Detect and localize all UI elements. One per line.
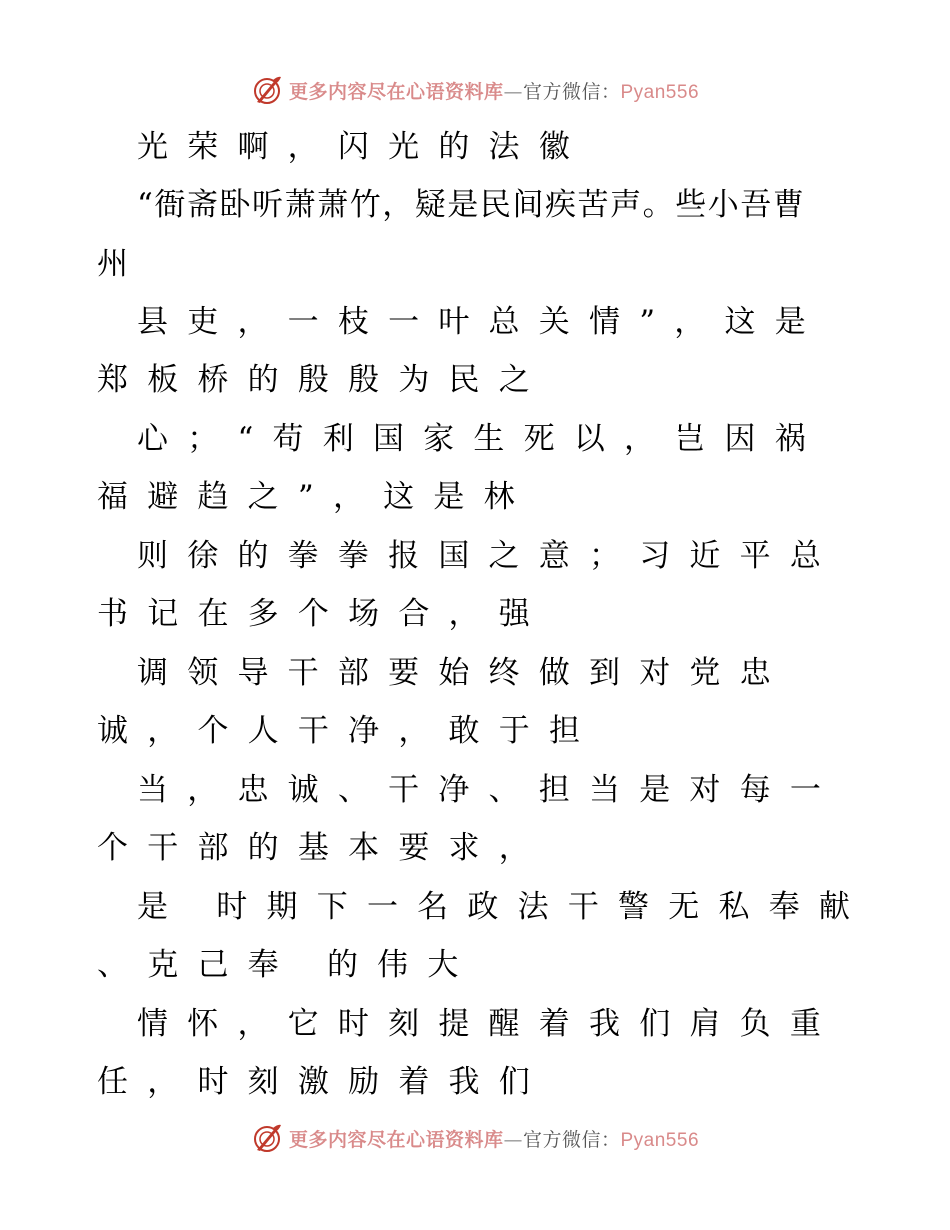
watermark-prefix: 官方微信： [522, 80, 621, 103]
watermark-brand: 更多内容尽在心语资料库 [288, 80, 504, 103]
watermark-dash: — [503, 1128, 523, 1151]
text-line-11: 诚，个人干净，敢于担 [97, 713, 600, 749]
text-line-12: 当，忠诚、干净、担当是对每一 [137, 772, 841, 808]
text-line-15: 、克己奉 的伟大 [97, 947, 478, 983]
text-line-6: 心；“苟利国家生死以，岂因祸 [137, 421, 825, 457]
watermark-wechat-id: Pyan556 [620, 81, 700, 103]
text-line-14: 是 时期下一名政法干警无私奉献 [137, 889, 870, 925]
watermark-text [289, 77, 699, 104]
text-line-1: 光荣啊，闪光的法徽 [137, 129, 589, 165]
text-line-17: 任，时刻激励着我们 [97, 1064, 549, 1100]
text-line-3: 州 [97, 246, 128, 282]
footer-watermark [0, 1118, 950, 1158]
text-line-4: 县吏，一枝一叶总关情”，这是 [137, 304, 825, 340]
text-line-16: 情怀，它时刻提醒着我们肩负重 [137, 1006, 841, 1042]
watermark-prefix: 官方微信： [522, 1128, 621, 1151]
watermark-brand: 更多内容尽在心语资料库 [288, 1128, 504, 1151]
text-line-10: 调领导干部要始终做到对党忠 [137, 655, 790, 691]
text-line-2: “衙斋卧听萧萧竹，疑是民间疾苦声。些小吾曹 [137, 187, 806, 223]
watermark-text [289, 1125, 699, 1152]
text-line-7: 福避趋之”，这是林 [97, 479, 534, 515]
text-line-13: 个干部的基本要求， [97, 830, 549, 866]
watermark-dash: — [503, 80, 523, 103]
quill-seal-icon [251, 74, 283, 106]
header-watermark [0, 70, 950, 110]
text-line-9: 书记在多个场合，强 [97, 596, 549, 632]
watermark-wechat-id: Pyan556 [620, 1129, 700, 1151]
text-line-5: 郑板桥的殷殷为民之 [97, 362, 549, 398]
quill-seal-icon [251, 1122, 283, 1154]
text-line-8: 则徐的拳拳报国之意；习近平总 [137, 538, 841, 574]
